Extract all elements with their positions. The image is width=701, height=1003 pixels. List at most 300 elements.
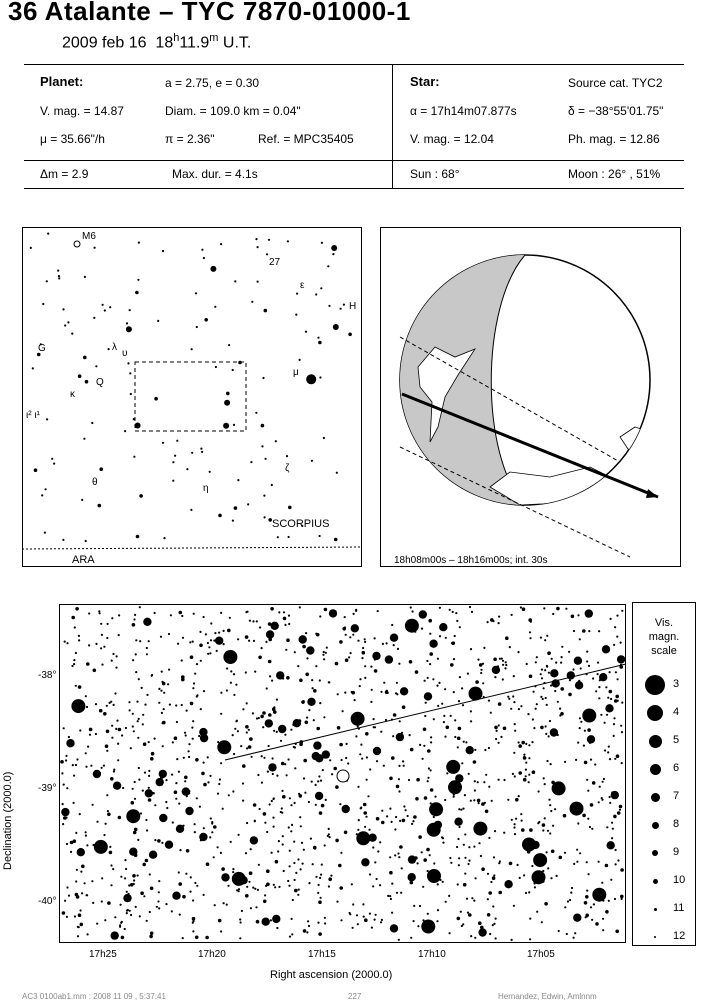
- star-dot: [588, 630, 590, 632]
- star-dot: [515, 798, 519, 802]
- star-dot: [262, 918, 270, 926]
- star-dot: [93, 770, 101, 778]
- star-dot: [345, 757, 347, 759]
- star-dot: [228, 344, 230, 346]
- star-dot: [162, 721, 166, 725]
- star-dot: [313, 741, 321, 749]
- star-dot: [617, 859, 619, 861]
- star-dot: [220, 692, 222, 694]
- star-dot: [258, 717, 260, 719]
- star-dot: [470, 935, 472, 937]
- star-dot: [339, 803, 341, 805]
- planet-diameter: Diam. = 109.0 km = 0.04": [165, 104, 301, 118]
- star-dot: [121, 936, 125, 940]
- star-dot: [277, 850, 279, 852]
- star-dot: [443, 715, 445, 717]
- star-dot: [217, 846, 219, 848]
- star-dot: [81, 865, 85, 869]
- star-dot: [331, 245, 337, 251]
- star-dot: [203, 690, 205, 692]
- star-dot: [199, 644, 203, 648]
- star-dot: [102, 304, 104, 306]
- star-dot: [105, 823, 107, 825]
- star-dot: [458, 808, 460, 810]
- star-dot: [546, 704, 548, 706]
- scale-label-6: 6: [673, 762, 680, 774]
- star-dot: [128, 884, 130, 886]
- star-dot: [268, 660, 272, 664]
- star-dot: [362, 903, 364, 905]
- star-dot: [518, 741, 520, 743]
- star-dot: [518, 708, 520, 710]
- star-dot: [573, 914, 581, 922]
- star-dot: [291, 824, 293, 826]
- star-dot: [271, 484, 273, 486]
- star-dot: [196, 797, 198, 799]
- star-dot: [233, 424, 235, 426]
- star-dot: [272, 817, 274, 819]
- star-dot: [63, 784, 65, 786]
- star-dot: [121, 921, 123, 923]
- star-dot: [193, 613, 195, 615]
- star-dot: [415, 797, 419, 801]
- star-dot: [139, 640, 141, 642]
- star-dot: [457, 746, 459, 748]
- star-dot: [297, 894, 299, 896]
- star-dot: [143, 742, 147, 746]
- star-dot: [176, 825, 184, 833]
- star-dot: [402, 760, 404, 762]
- star-dot: [78, 685, 82, 689]
- star-dot: [410, 606, 412, 608]
- star-dot: [520, 606, 522, 608]
- star-dot: [589, 826, 591, 828]
- star-dot: [583, 630, 585, 632]
- star-dot: [158, 880, 160, 882]
- star-dot: [194, 831, 196, 833]
- star-dot: [415, 670, 419, 674]
- star-dot: [289, 865, 291, 867]
- star-dot: [286, 638, 290, 642]
- star-dot: [184, 776, 188, 780]
- star-dot: [391, 624, 393, 626]
- star-dot: [364, 918, 368, 922]
- star-dot: [528, 774, 530, 776]
- star-dot: [73, 775, 75, 777]
- star-dot: [458, 826, 460, 828]
- star-dot: [412, 877, 414, 879]
- star-dot: [123, 894, 131, 902]
- ytick-3: -40°: [38, 896, 57, 907]
- star-dot: [410, 881, 414, 885]
- star-dot: [518, 744, 522, 748]
- star-dot: [282, 835, 284, 837]
- star-dot: [485, 810, 489, 814]
- star-dot: [115, 667, 117, 669]
- star-dot: [148, 787, 150, 789]
- star-dot: [232, 790, 234, 792]
- star-dot: [373, 726, 375, 728]
- star-dot: [360, 807, 362, 809]
- star-dot: [424, 796, 428, 800]
- star-dot: [120, 904, 122, 906]
- star-dot: [138, 678, 140, 680]
- star-dot: [135, 653, 137, 655]
- star-dot: [128, 701, 130, 703]
- star-dot: [284, 763, 286, 765]
- star-dot: [266, 869, 270, 873]
- star-dot: [283, 611, 285, 613]
- star-dot: [73, 663, 75, 665]
- star-dot: [172, 461, 174, 463]
- star-dot: [133, 879, 135, 881]
- star-dot: [519, 877, 521, 879]
- star-dot: [426, 660, 428, 662]
- star-dot: [158, 702, 160, 704]
- star-dot: [232, 872, 246, 886]
- star-dot: [614, 699, 618, 703]
- star-dot: [237, 638, 239, 640]
- star-dot: [113, 769, 115, 771]
- star-dot: [307, 920, 309, 922]
- star-dot: [242, 764, 246, 768]
- star-dot: [328, 885, 330, 887]
- star-dot: [95, 365, 97, 367]
- star-dot: [236, 889, 238, 891]
- star-dot: [181, 704, 183, 706]
- star-dot: [548, 799, 550, 801]
- star-dot: [219, 778, 221, 780]
- star-dot: [271, 622, 279, 630]
- star-dot: [494, 676, 496, 678]
- star-dot: [319, 376, 321, 378]
- star-dot: [242, 800, 244, 802]
- star-dot: [376, 878, 378, 880]
- star-dot: [607, 751, 609, 753]
- star-dot: [317, 892, 319, 894]
- star-dot: [550, 763, 552, 765]
- scale-dot-12: [654, 936, 656, 938]
- star-dot: [476, 832, 478, 834]
- star-dot: [556, 875, 558, 877]
- star-dot: [116, 720, 118, 722]
- star-dot: [200, 734, 208, 742]
- star-dot: [133, 831, 137, 835]
- star-dot: [175, 782, 177, 784]
- star-dot: [325, 652, 327, 654]
- star-dot: [149, 911, 151, 913]
- star-dot: [196, 326, 198, 328]
- label-iota: ι² ι¹: [26, 410, 40, 421]
- star-dot: [245, 635, 249, 639]
- star-dot: [354, 699, 356, 701]
- star-dot: [412, 610, 414, 612]
- finder-chart: [22, 227, 362, 567]
- star-dot: [470, 800, 472, 802]
- table-divider: [392, 64, 393, 188]
- star-dot: [619, 805, 623, 809]
- star-dot: [111, 931, 119, 939]
- star-dot: [422, 758, 424, 760]
- star-dot: [165, 801, 167, 803]
- star-dot: [88, 612, 90, 614]
- star-dot: [294, 889, 298, 893]
- star-dot: [101, 877, 103, 879]
- star-dot: [546, 760, 548, 762]
- star-dot: [252, 712, 254, 714]
- star-dot: [320, 287, 322, 289]
- star-dot: [143, 895, 145, 897]
- star-dot: [606, 714, 608, 716]
- planet-reference: Ref. = MPC35405: [258, 132, 354, 146]
- star-dot: [220, 852, 222, 854]
- star-dot: [441, 703, 443, 705]
- star-dot: [614, 626, 616, 628]
- star-dot: [130, 393, 132, 395]
- star-dot: [422, 919, 424, 921]
- star-dot: [532, 870, 546, 884]
- star-dot: [461, 762, 463, 764]
- star-dot: [298, 889, 300, 891]
- star-dot: [517, 864, 519, 866]
- star-dot: [74, 915, 76, 917]
- star-dot: [192, 899, 194, 901]
- star-dot: [471, 897, 473, 899]
- star-dot: [308, 801, 310, 803]
- star-dot: [385, 655, 393, 663]
- star-dot: [172, 480, 174, 482]
- star-dot: [129, 709, 131, 711]
- star-dot: [281, 807, 283, 809]
- star-dot: [585, 609, 593, 617]
- star-dot: [358, 819, 360, 821]
- star-dot: [195, 758, 199, 762]
- star-dot: [371, 689, 373, 691]
- star-dot: [374, 861, 376, 863]
- star-dot: [196, 694, 198, 696]
- star-dot: [265, 458, 267, 460]
- star-dot: [429, 640, 437, 648]
- label-lambda: λ: [112, 342, 117, 353]
- star-dot: [261, 424, 265, 428]
- star-dot: [148, 770, 150, 772]
- star-dot: [381, 821, 385, 825]
- star-dot: [360, 744, 362, 746]
- star-dot: [146, 920, 148, 922]
- star-dot: [151, 674, 153, 676]
- star-dot: [251, 301, 253, 303]
- star-dot: [548, 735, 550, 737]
- star-dot: [344, 616, 346, 618]
- star-dot: [254, 820, 256, 822]
- star-dot: [470, 648, 472, 650]
- star-dot: [201, 249, 203, 251]
- star-dot: [234, 506, 238, 510]
- star-dot: [214, 904, 216, 906]
- star-dot: [321, 242, 323, 244]
- star-dot: [246, 747, 248, 749]
- star-dot: [586, 779, 588, 781]
- star-dot: [427, 869, 441, 883]
- star-dot: [87, 746, 89, 748]
- star-dot: [585, 895, 589, 899]
- star-dot: [437, 705, 439, 707]
- star-dot: [430, 736, 432, 738]
- star-dot: [320, 874, 322, 876]
- star-dot: [433, 816, 435, 818]
- star-dot: [332, 253, 334, 255]
- star-dot: [400, 687, 408, 695]
- star-dot: [127, 893, 129, 895]
- star-dot: [250, 848, 252, 850]
- star-dot: [339, 886, 343, 890]
- star-dot: [529, 675, 533, 679]
- star-dot: [181, 615, 183, 617]
- star-dot: [65, 759, 67, 761]
- star-dot: [245, 671, 247, 673]
- star-dot: [616, 636, 618, 638]
- star-dot: [226, 667, 228, 669]
- star-dot: [135, 291, 139, 295]
- star-dot: [75, 832, 77, 834]
- star-dot: [430, 741, 432, 743]
- star-dot: [507, 799, 509, 801]
- star-dot: [191, 452, 193, 454]
- star-dot: [121, 734, 123, 736]
- star-dot: [523, 756, 527, 760]
- star-dot: [463, 883, 467, 887]
- star-dot: [573, 630, 575, 632]
- star-dot: [185, 807, 193, 815]
- star-dot: [30, 247, 32, 249]
- star-dot: [405, 619, 419, 633]
- target-star-marker: [337, 770, 349, 782]
- star-dot: [86, 894, 88, 896]
- star-dot: [607, 841, 615, 849]
- star-dot: [503, 779, 505, 781]
- star-dot: [403, 765, 405, 767]
- star-dot: [383, 682, 385, 684]
- star-dot: [109, 846, 111, 848]
- star-dot: [160, 690, 162, 692]
- star-dot: [323, 716, 325, 718]
- star-dot: [75, 607, 79, 611]
- star-dot: [340, 852, 342, 854]
- star-dot: [386, 815, 388, 817]
- star-dot: [268, 239, 270, 241]
- star-dot: [372, 846, 374, 848]
- star-dot: [500, 736, 502, 738]
- star-dot: [502, 660, 504, 662]
- star-dot: [142, 723, 144, 725]
- star-dot: [349, 636, 351, 638]
- magnitude-scale-legend: [632, 602, 696, 946]
- star-dot: [410, 748, 414, 752]
- star-dot: [327, 265, 329, 267]
- star-dot: [86, 662, 90, 666]
- star-dot: [493, 856, 495, 858]
- star-dot: [569, 899, 571, 901]
- star-dot: [605, 686, 607, 688]
- star-dot: [105, 744, 109, 748]
- star-dot: [468, 846, 470, 848]
- star-dot: [380, 731, 382, 733]
- star-dot: [138, 767, 140, 769]
- star-dot: [364, 665, 366, 667]
- star-dot: [53, 463, 55, 465]
- star-dot: [316, 727, 320, 731]
- star-dot: [286, 455, 288, 457]
- star-dot: [278, 725, 286, 733]
- star-dot: [483, 781, 485, 783]
- star-dot: [357, 640, 359, 642]
- star-dot: [453, 782, 455, 784]
- star-dot: [389, 808, 391, 810]
- star-dot: [488, 786, 490, 788]
- star-dot: [342, 710, 344, 712]
- star-dot: [272, 773, 274, 775]
- star-dot: [66, 787, 68, 789]
- star-dot: [266, 883, 270, 887]
- star-dot: [288, 615, 290, 617]
- star-dot: [41, 494, 43, 496]
- star-dot: [257, 774, 259, 776]
- star-dot: [518, 771, 522, 775]
- star-dot: [610, 879, 612, 881]
- star-dot: [613, 644, 615, 646]
- star-dot: [549, 652, 551, 654]
- star-dot: [391, 756, 395, 760]
- star-dot: [304, 792, 306, 794]
- star-dot: [227, 629, 231, 633]
- star-dot: [188, 756, 190, 758]
- star-dot: [464, 794, 466, 796]
- star-dot: [310, 838, 312, 840]
- star-dot: [478, 928, 486, 936]
- star-dot: [299, 679, 303, 683]
- star-dot: [249, 737, 253, 741]
- star-dot: [609, 796, 611, 798]
- star-dot: [529, 828, 533, 832]
- star-dot: [522, 607, 526, 611]
- star-dot: [217, 740, 231, 754]
- star-dot: [305, 331, 307, 333]
- star-dot: [452, 611, 454, 613]
- star-dot: [144, 704, 146, 706]
- star-dot: [209, 836, 211, 838]
- star-dot: [305, 673, 309, 677]
- star-dot: [396, 682, 398, 684]
- star-dot: [615, 930, 619, 934]
- star-dot: [193, 682, 195, 684]
- star-dot: [291, 933, 293, 935]
- star-dot: [549, 720, 551, 722]
- star-dot: [311, 460, 313, 462]
- star-dot: [521, 741, 525, 745]
- star-dot: [587, 818, 589, 820]
- star-dot: [315, 665, 317, 667]
- star-dot: [460, 911, 462, 913]
- star-dot: [209, 471, 211, 473]
- star-dot: [574, 657, 582, 665]
- star-dot: [70, 851, 72, 853]
- star-dot: [319, 679, 321, 681]
- star-dot: [529, 938, 531, 940]
- star-dot: [252, 887, 254, 889]
- star-dot: [281, 790, 283, 792]
- star-dot: [432, 804, 434, 806]
- star-dot: [196, 663, 198, 665]
